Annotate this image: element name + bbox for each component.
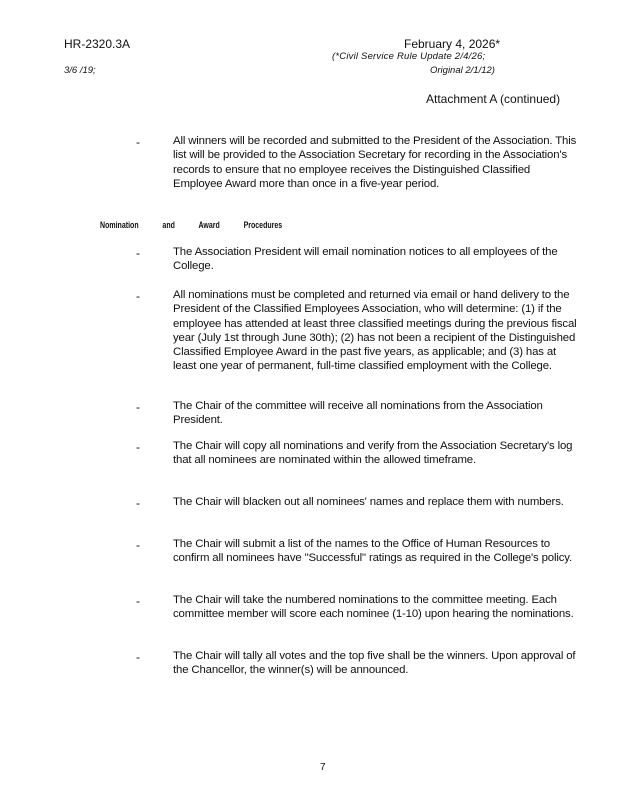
original-date-right: Original 2/1/12) (430, 65, 495, 76)
procedure-item: All nominations must be completed and returned via email or hand delivery to the President of the Classified Employees Association, who will determine: (1) if the employee has attended at least three classified meetings during the previous fiscal year (July 1st through June 30th); (2) has not been a recipient of the Distinguished Classified Employee Award in the past five years, as applicable; and (3) has at least one year of permanent, full-time classified employment with the College. (173, 289, 577, 373)
heading-word: Nomination (100, 220, 139, 230)
page-number: 7 (320, 762, 326, 773)
update-note: (*Civil Service Rule Update 2/4/26; (332, 51, 486, 62)
procedure-item: The Chair will take the numbered nominations to the committee meeting. Each committee member will score each nominee (1-10) upon hearing the nominations. (173, 594, 574, 621)
procedure-item: The Association President will email nomination notices to all employees of the College. (173, 246, 558, 273)
procedure-item: The Chair of the committee will receive all nominations from the Association President. (173, 400, 543, 427)
heading-word: Award (198, 220, 220, 230)
bullet-dash: - (136, 400, 140, 414)
bullet-dash: - (136, 440, 140, 454)
attachment-label: Attachment A (continued) (426, 92, 561, 106)
section-heading (100, 220, 304, 230)
document-date: February 4, 2026* (404, 37, 501, 51)
bullet-dash: - (136, 650, 140, 664)
procedure-item: The Chair will submit a list of the names to the Office of Human Resources to confirm all nominees have "Successful" ratings as required in the College's policy. (173, 538, 573, 565)
procedure-item: The Chair will blacken out all nominees' names and replace them with numbers. (173, 496, 564, 508)
bullet-dash: - (136, 496, 140, 510)
document-code: HR-2320.3A (64, 37, 131, 51)
bullet-dash: - (136, 135, 140, 149)
procedure-item: The Chair will tally all votes and the top five shall be the winners. Upon approval of the Chancellor, the winner(s) will be announced. (173, 650, 576, 677)
heading-word: Procedures (243, 220, 283, 230)
bullet-dash: - (136, 246, 140, 260)
bullet-dash: - (136, 538, 140, 552)
original-date-left: 3/6 /19; (64, 65, 96, 76)
intro-paragraph: All winners will be recorded and submitted to the President of the Association. This list will be provided to the Association Secretary for recording in the Association's records to ensure that no employee receives the Distinguished Classified Employee Award more than once in a five-year period. (173, 135, 577, 190)
bullet-dash: - (136, 289, 140, 303)
procedure-item: The Chair will copy all nominations and verify from the Association Secretary's log that all nominees are nominated within the allowed timeframe. (173, 440, 573, 467)
heading-word: and (162, 220, 175, 230)
bullet-dash: - (136, 594, 140, 608)
